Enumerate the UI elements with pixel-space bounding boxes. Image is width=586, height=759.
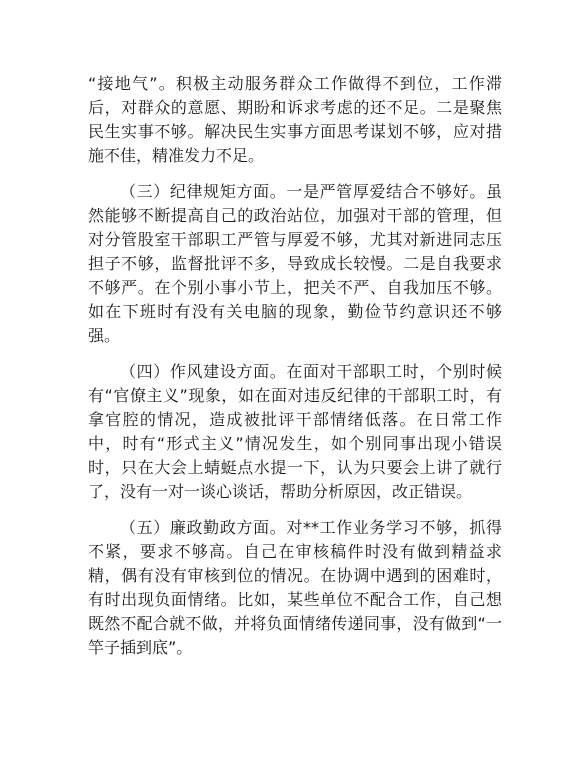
document-body: [88, 72, 502, 672]
paragraph-work-style: （四）作风建设方面。在面对干部职工时，个别时候有“官僚主义”现象，如在面对违反纪律的干部职工时，有拿官腔的情况，造成被批评干部情绪低落。在日常工作中，时有“形式主义”情况发生，如个别同事出现小错误时，只在大会上蜻蜓点水提一下，认为只要会上讲了就行了，没有一对一谈心谈话，帮助分析原因，改正错误。: [88, 362, 502, 501]
paragraph-discipline: （三）纪律规矩方面。一是严管厚爱结合不够好。虽然能够不断提高自己的政治站位，加强对干部的管理，但对分管股室干部职工严管与厚爱不够，尤其对新进同志压担子不够，监督批评不多，导致成长较慢。二是自我要求不够严。在个别小事小节上，把关不严、自我加压不够。如在下班时有没有关电脑的现象，勤俭节约意识还不够强。: [88, 182, 502, 345]
paragraph-integrity: （五）廉政勤政方面。对**工作业务学习不够，抓得不紧，要求不够高。自己在审核稿件时没有做到精益求精，偶有没有审核到位的情况。在协调中遇到的困难时，有时出现负面情绪。比如，某些单位不配合工作，自己想既然不配合就不做，并将负面情绪传递同事，没有做到“一竿子插到底”。: [88, 518, 502, 657]
paragraph-continuation: “接地气”。积极主动服务群众工作做得不到位，工作滞后，对群众的意愿、期盼和诉求考虑的还不足。二是聚焦民生实事不够。解决民生实事方面思考谋划不够，应对措施不佳，精准发力不足。: [88, 74, 502, 165]
